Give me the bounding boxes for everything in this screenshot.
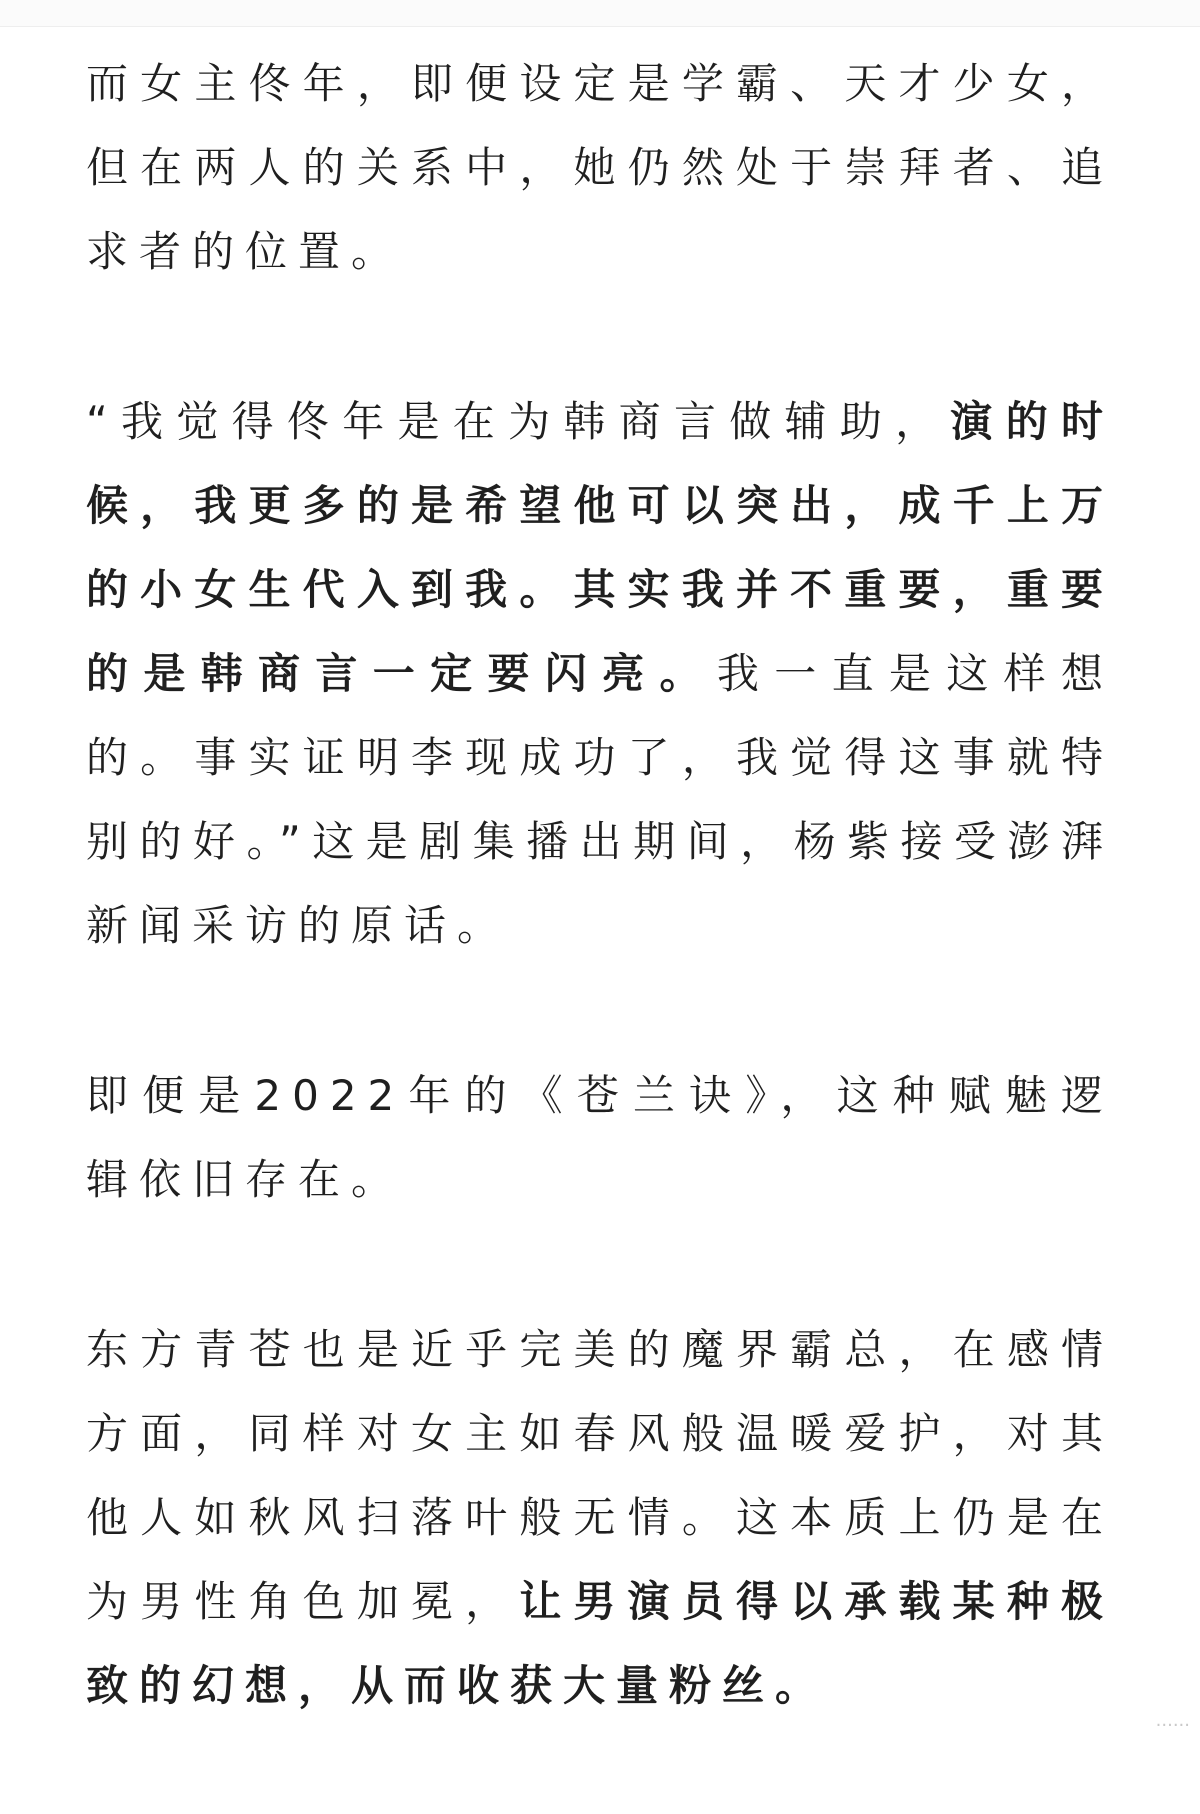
paragraph-1-text: 而女主佟年，即便设定是学霸、天才少女，但在两人的关系中，她仍然处于崇拜者、追求者的位置。 (86, 59, 1114, 276)
quote-closing-text: 我一直是这样想的。事实证明李现成功了，我觉得这事就特别的好。”这是剧集播出期间，杨紫接受澎湃新闻采访的原话。 (86, 649, 1114, 950)
quote-opening-text: “我觉得佟年是在为韩商言做辅助， (86, 397, 951, 446)
article-body (86, 42, 1114, 1814)
top-divider-bar (0, 0, 1200, 27)
paragraph-1 (86, 42, 1114, 294)
quote-bold-emphasis: 演的时候，我更多的是希望他可以突出，成千上万的小女生代入到我。其实我并不重要，重要的是韩商言一定要闪亮。 (86, 397, 1114, 698)
paragraph-2-quote (86, 380, 1114, 968)
paragraph-3-text: 即便是2022年的《苍兰诀》，这种赋魅逻辑依旧存在。 (86, 1071, 1114, 1204)
paragraph-4-text: 东方青苍也是近乎完美的魔界霸总，在感情方面，同样对女主如春风般温暖爱护，对其他人如秋风扫落叶般无情。这本质上仍是在为男性角色加冕， (86, 1325, 1114, 1626)
watermark: ······ (1155, 1715, 1190, 1736)
paragraph-4 (86, 1308, 1114, 1728)
paragraph-4-bold-emphasis: 让男演员得以承载某种极致的幻想，从而收获大量粉丝。 (86, 1577, 1114, 1710)
paragraph-3 (86, 1054, 1114, 1222)
